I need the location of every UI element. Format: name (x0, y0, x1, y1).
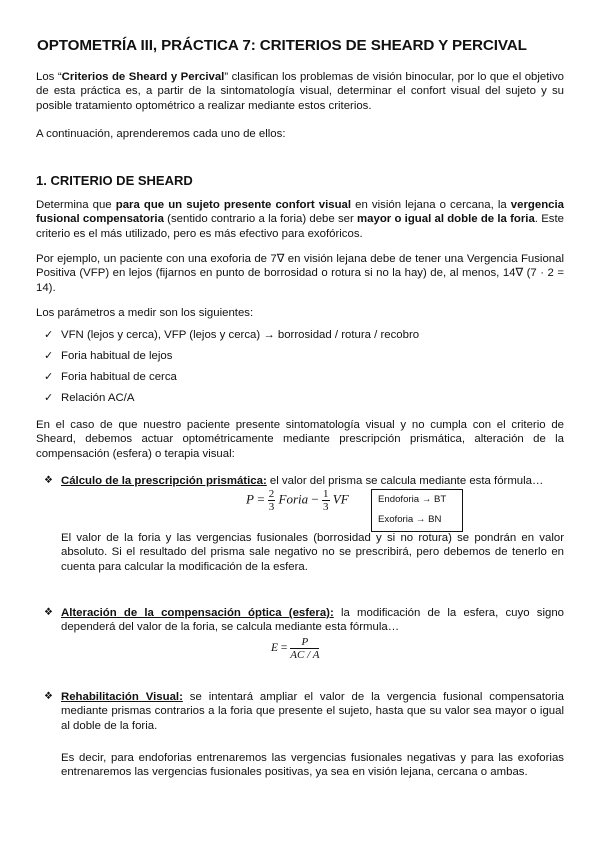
fraction-denominator: AC / A (290, 649, 320, 661)
sheard-definition (36, 198, 564, 241)
fraction-numerator: 1 (323, 488, 329, 500)
checklist-text: Foria habitual de lejos (61, 350, 173, 362)
intro-text-b: ” clasifican los problemas de visión binocular, por lo que el objetivo de esta práctica es, a partir de la sintomatología visual, determinar el confort visual del sujeto y su posible tratamiento optométrico a realizar mediante estos criterios. (36, 71, 564, 112)
fraction-numerator: P (290, 636, 319, 649)
bullet-rehab-desc: se intentará ampliar el valor de la vergencia fusional compensatoria mediante prismas contrarios a la foria que presente el sujeto, hasta que su valor sea mayor o igual al doble de la foria. (61, 691, 564, 732)
fraction-denominator: 3 (323, 501, 329, 513)
bullet-prism-title: Cálculo de la prescripción prismática: (61, 475, 267, 487)
check-icon: ✓ (44, 392, 54, 404)
checklist-text: Foria habitual de cerca (61, 371, 177, 383)
formula-foria: Foria (275, 491, 309, 507)
def-text-g: . Este criterio es el más utilizado, pero es más efectivo para exofóricos. (36, 213, 564, 240)
prism-formula (246, 488, 349, 513)
def-text-c: en visión lejana o cercana, la (351, 199, 511, 211)
checklist-item (44, 349, 419, 370)
diamond-bullet-icon: ❖ (44, 607, 53, 618)
exoforia-rule: Exoforia → BN (378, 514, 442, 525)
checklist-item (44, 391, 419, 412)
bullet-rehab-text (61, 690, 564, 733)
case-paragraph: En el caso de que nuestro paciente presente sintomatología visual y no cumpla con el criterio de Sheard, debemos actuar optométricamente mediante prescripción prismática, alteración de la compensación (esfera) o terapia visual: (36, 419, 564, 460)
checklist-item (44, 328, 419, 349)
def-bold-vergencia: vergencia fusional compensatoria (36, 199, 564, 226)
diamond-bullet-icon: ❖ (44, 475, 53, 486)
formula-equals: = (278, 642, 291, 655)
formula-vf: VF (329, 491, 349, 507)
sheard-example: Por ejemplo, un paciente con una exoforia de 7∇ en visión lejana debe de tener una Vergencia Fusional Positiva (VFP) en lejos (fijarnos en punto de borrosidad o rotura si no la hay) de, al menos, 14∇ (7 · 2 = 14). (36, 253, 564, 294)
def-bold-doble: mayor o igual al doble de la foria (357, 213, 535, 226)
intro-bold-criteria: Criterios de Sheard y Percival (61, 71, 225, 83)
parameter-checklist (44, 328, 419, 412)
checklist-text: VFN (lejos y cerca), VFP (lejos y cerca) → borrosidad / rotura / recobro (61, 329, 420, 341)
def-bold-confort: para que un sujeto presente confort visual (115, 199, 352, 211)
rehab-note: Es decir, para endoforias entrenaremos las vergencias fusionales negativas y para las exoforias entrenaremos las vergencias fusionales positivas, ya sea en visión lejana, cercana o ambas. (61, 752, 564, 779)
fraction-p-over-aca (290, 636, 319, 661)
checklist-text: Relación AC/A (61, 392, 135, 404)
check-icon: ✓ (44, 371, 54, 383)
bullet-prism-desc: el valor del prisma se calcula mediante esta fórmula… (266, 475, 544, 487)
intro-text-a: Los “ (36, 71, 62, 83)
bullet-sphere-text (61, 606, 564, 635)
intro-paragraph (36, 70, 564, 113)
formula-e: E (271, 642, 279, 655)
formula-minus: − (308, 491, 323, 507)
fraction-one-third (322, 488, 330, 513)
bullet-rehab-title: Rehabilitación Visual: (61, 691, 183, 703)
diamond-bullet-icon: ❖ (44, 691, 53, 702)
check-icon: ✓ (44, 350, 54, 362)
def-text-e: (sentido contrario a la foria) debe ser (163, 213, 358, 226)
formula-p: P (246, 491, 254, 507)
prism-direction-box (371, 489, 463, 532)
section-heading-sheard: 1. CRITERIO DE SHEARD (36, 173, 193, 188)
check-icon: ✓ (44, 329, 54, 341)
intro-continuation: A continuación, aprenderemos cada uno de ellos: (36, 128, 286, 140)
endoforia-rule: Endoforia → BT (378, 494, 447, 505)
fraction-denominator: 3 (268, 501, 275, 513)
params-intro: Los parámetros a medir son los siguientes: (36, 307, 254, 319)
fraction-numerator: 2 (268, 488, 275, 500)
checklist-item (44, 370, 419, 391)
prism-note: El valor de la foria y las vergencias fusionales (borrosidad y si no rotura) se pondrán en valor absoluto. Si el resultado del prisma sale negativo no se prescribirá, pero debemos de tenerlo en cuenta para calcular la modificación de la esfera. (61, 532, 564, 573)
formula-equals: = (253, 491, 268, 507)
sphere-formula (271, 636, 319, 661)
bullet-sphere-title: Alteración de la compensación óptica (esfera): (61, 607, 334, 619)
bullet-prism-text (61, 474, 564, 488)
page-title: OPTOMETRÍA III, PRÁCTICA 7: CRITERIOS DE SHEARD Y PERCIVAL (37, 37, 527, 54)
bullet-sphere-desc: la modificación de la esfera, cuyo signo dependerá del valor de la foria, se calcula mediante esta fórmula… (61, 607, 564, 634)
def-text-a: Determina que (36, 199, 116, 211)
